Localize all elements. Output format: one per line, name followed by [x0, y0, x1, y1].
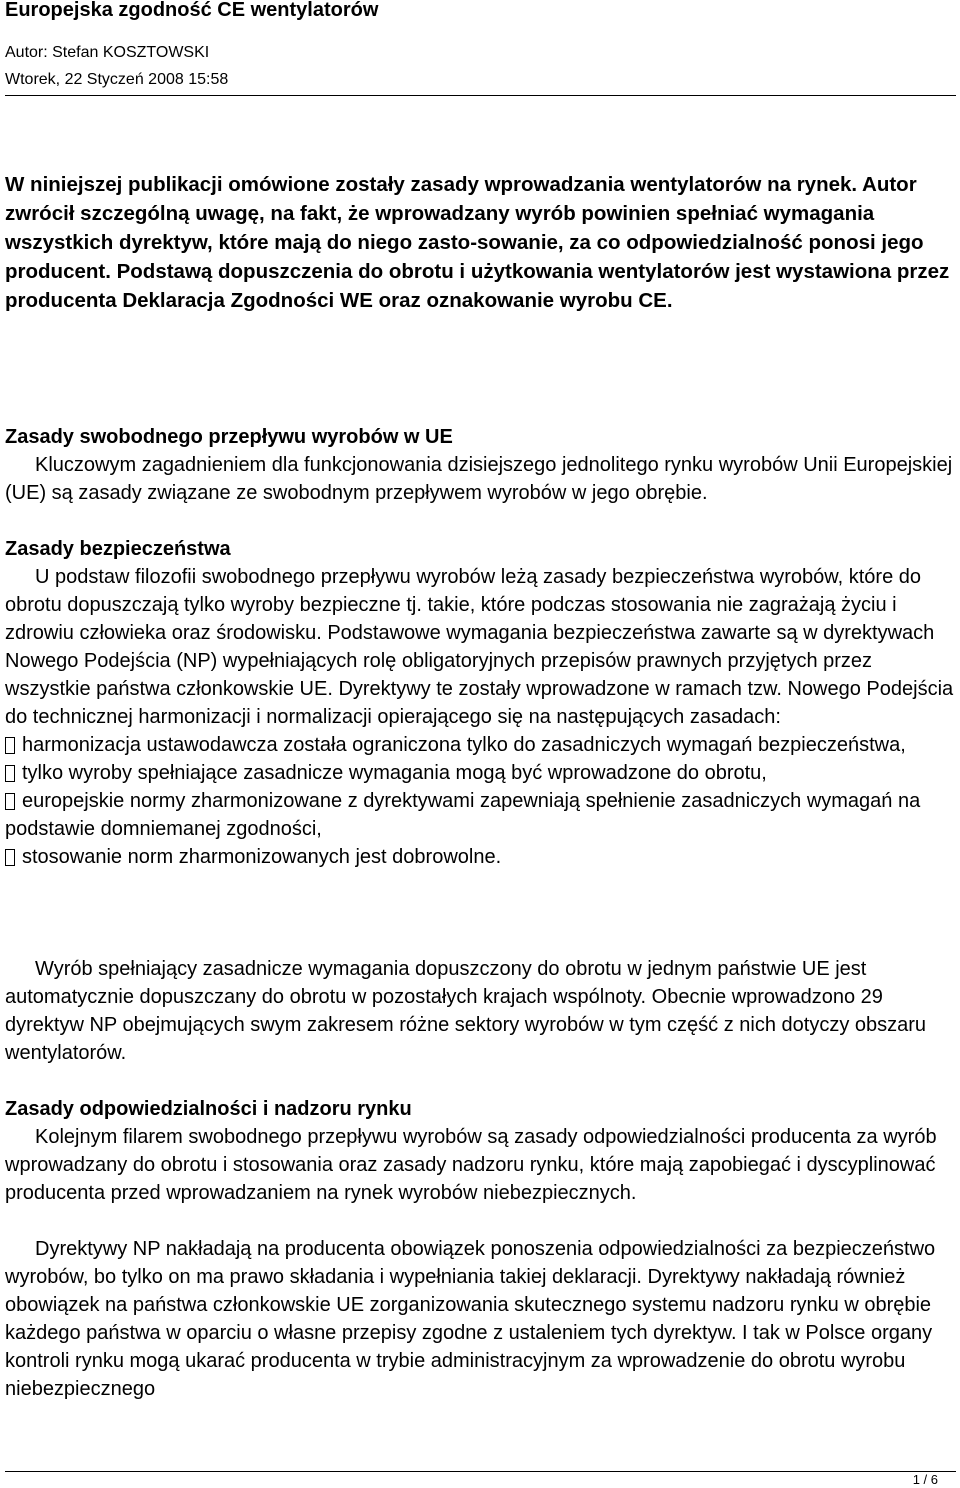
- square-bullet-icon: [5, 765, 15, 782]
- author-line: Autor: Stefan KOSZTOWSKI: [5, 44, 210, 61]
- section-text-safety-after: Wyrób spełniający zasadnicze wymagania dopuszczony do obrotu w jednym państwie UE jest automatycznie dopuszczany do obrotu w pozostałych krajach wspólnoty. Obecnie wprowadzono 29 dyrektyw NP obejmujących swym zakresem różne sektory wyrobów w tym część z nich dotyczy obszaru wentylatorów.: [5, 958, 927, 1064]
- list-item: harmonizacja ustawodawcza została ograniczona tylko do zasadniczych wymagań bezpieczeństwa,: [5, 731, 960, 759]
- lead-paragraph: W niniejszej publikacji omówione zostały zasady wprowadzania wentylatorów na rynek. Autor zwrócił szczególną uwagę, na fakt, że wprowadzany wyrób powinien spełniać wymagania wszystkich dyrektyw, które mają do niego zasto-sowanie, za co odpowiedzialność ponosi jego producent. Podstawą dopuszczenia do obrotu i użytkowania wentylatorów jest wystawiona przez producenta Deklaracja Zgodności WE oraz oznakowanie wyrobu CE.: [5, 173, 950, 312]
- page-title: Europejska zgodność CE wentylatorów: [5, 0, 379, 21]
- section-title-free-movement: Zasady swobodnego przepływu wyrobów w UE: [5, 426, 453, 448]
- list-item: stosowanie norm zharmonizowanych jest dobrowolne.: [5, 843, 960, 871]
- section-text-responsibility: Kolejnym filarem swobodnego przepływu wyrobów są zasady odpowiedzialności producenta za wyrób wprowadzany do obrotu i stosowania oraz zasady nadzoru rynku, które mają zapobiegać i dyscyplinować producenta przed wprowadzaniem na rynek wyrobów niebezpiecznych.: [5, 1126, 937, 1204]
- square-bullet-icon: [5, 737, 15, 754]
- header-divider: [5, 95, 956, 96]
- section-text-safety: [5, 563, 960, 871]
- page-number: 1 / 6: [912, 1472, 938, 1487]
- section-title-safety: Zasady bezpieczeństwa: [5, 538, 231, 560]
- list-item: tylko wyroby spełniające zasadnicze wymagania mogą być wprowadzone do obrotu,: [5, 759, 960, 787]
- footer-divider: [5, 1471, 956, 1472]
- square-bullet-icon: [5, 793, 15, 810]
- section-text-responsibility-2: Dyrektywy NP nakładają na producenta obowiązek ponoszenia odpowiedzialności za bezpieczeństwo wyrobów, bo tylko on ma prawo składania i wypełniania takiej deklaracji. Dyrektywy nakładają również obowiązek na państwa członkowskie UE zorganizowania skutecznego systemu nadzoru rynku w obrębie każdego państwa w oparciu o własne przepisy zgodne z ustaleniem tych dyrektyw. I tak w Polsce organy kontroli rynku mogą ukarać producenta w trybie administracyjnym za wprowadzenie do obrotu wyrobu niebezpiecznego: [5, 1238, 936, 1400]
- date-line: Wtorek, 22 Styczeń 2008 15:58: [5, 71, 229, 88]
- section-title-responsibility: Zasady odpowiedzialności i nadzoru rynku: [5, 1098, 412, 1120]
- square-bullet-icon: [5, 849, 15, 866]
- list-item: europejskie normy zharmonizowane z dyrektywami zapewniają spełnienie zasadniczych wymagań na podstawie domniemanej zgodności,: [5, 790, 921, 840]
- section-text-free-movement: Kluczowym zagadnieniem dla funkcjonowania dzisiejszego jednolitego rynku wyrobów Unii Europejskiej (UE) są zasady związane ze swobodnym przepływem wyrobów w jego obrębie.: [5, 454, 953, 504]
- safety-intro: U podstaw filozofii swobodnego przepływu wyrobów leżą zasady bezpieczeństwa wyrobów, które do obrotu dopuszczają tylko wyroby bezpieczne tj. takie, które podczas stosowania nie zagrażają życiu i zdrowiu człowieka oraz środowisku. Podstawowe wymagania bezpieczeństwa zawarte są w dyrektywach Nowego Podejścia (NP) wypełniających rolę obligatoryjnych przepisów prawnych przyjętych przez wszystkie państwa członkowskie UE. Dyrektywy te zostały wprowadzone w ramach tzw. Nowego Podejścia do technicznej harmonizacji i normalizacji opierającego się na następujących zasadach:: [5, 566, 954, 728]
